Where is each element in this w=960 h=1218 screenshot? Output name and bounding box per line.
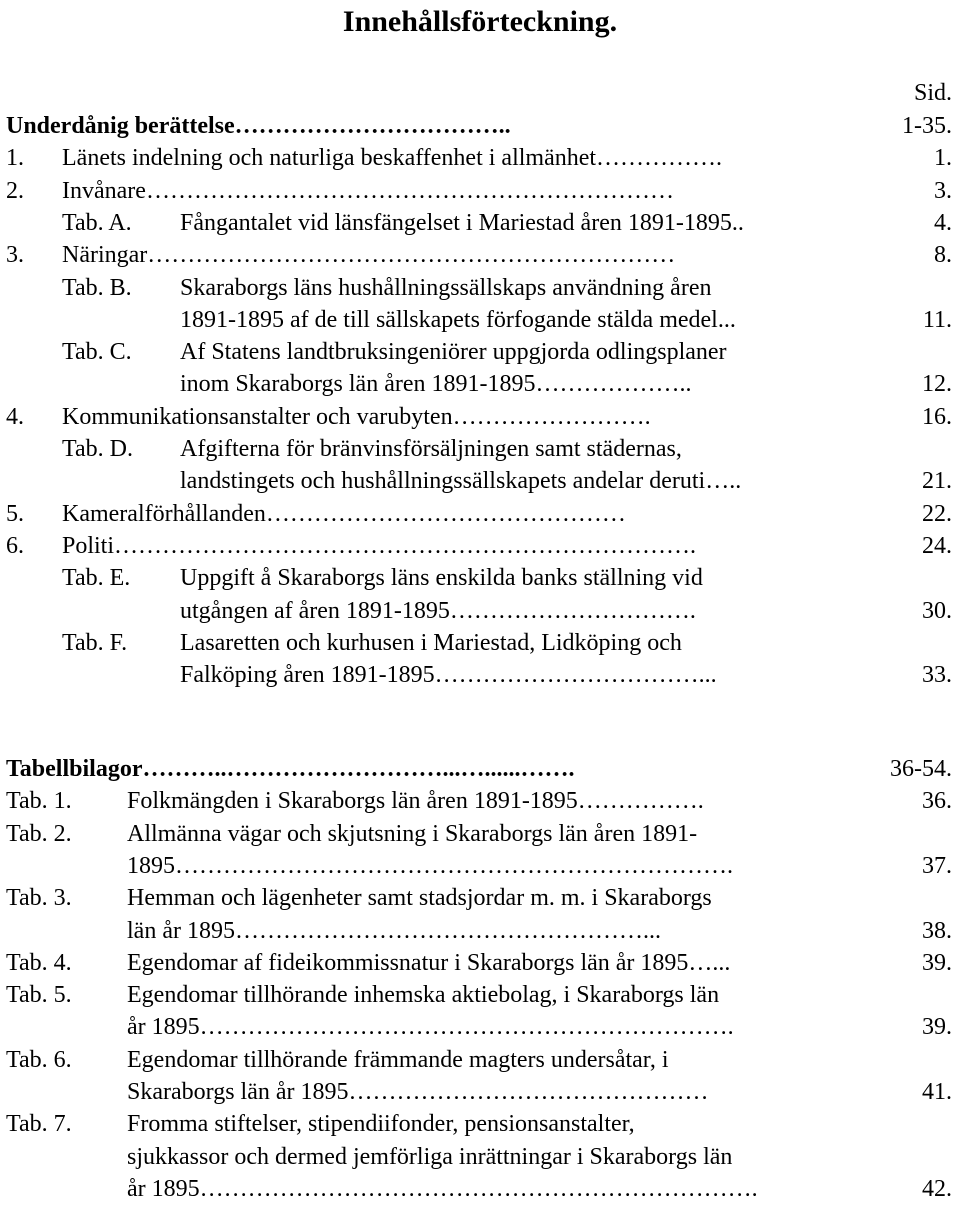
toc-entry: [6, 1172, 956, 1206]
entry-text: Allmänna vägar och skjutsning i Skaraborgs län åren 1891-: [127, 820, 698, 847]
entry-page: 24.: [922, 532, 952, 559]
entry-text: sjukkassor och dermed jemförliga inrättningar i Skaraborgs län: [127, 1143, 733, 1170]
toc-entry: [6, 206, 956, 240]
entry-text: 1895…………………………………………………………….: [127, 852, 733, 879]
sid-header-row: [6, 76, 956, 110]
sid-label: Sid.: [913, 80, 952, 106]
entry-text: Politi……………………………………………………………….: [62, 532, 697, 559]
toc-entry: [6, 367, 956, 401]
toc-entry: [6, 335, 956, 369]
entry-page: 30.: [922, 597, 952, 624]
section-page: 1-35.: [902, 113, 952, 139]
entry-page: 12.: [922, 371, 952, 398]
toc-entry: [6, 784, 956, 818]
entry-text: län år 1895……………………………………………...: [127, 917, 661, 944]
entry-page: 1.: [934, 145, 952, 172]
entry-page: 3.: [934, 177, 952, 204]
toc-entry: [6, 914, 956, 948]
entry-page: 16.: [922, 403, 952, 430]
toc-entry: [6, 464, 956, 498]
toc-entry: [6, 141, 956, 175]
entry-text: Fromma stiftelser, stipendiifonder, pensionsanstalter,: [127, 1111, 635, 1138]
entry-text: 1891-1895 af de till sällskapets förfogande stälda medel...: [180, 306, 736, 333]
entry-text: utgången af åren 1891-1895………………………….: [180, 597, 696, 624]
entry-page: 37.: [922, 852, 952, 879]
toc-entry: [6, 658, 956, 692]
entry-text: Skaraborgs län år 1895………………………………………: [127, 1079, 709, 1105]
section-heading: Underdånig berättelse……………………………..: [6, 113, 511, 139]
entry-label: Tab. 2.: [6, 820, 72, 847]
toc-entry: [6, 1043, 956, 1077]
section-page: 36-54.: [890, 756, 952, 782]
entry-label: Tab. 6.: [6, 1046, 72, 1073]
entry-text: år 1895…………………………………………………………….: [127, 1175, 758, 1202]
entry-text: år 1895………………………………………………………….: [127, 1014, 734, 1041]
toc-entry: [6, 1010, 956, 1044]
entry-label: Tab. A.: [62, 209, 132, 236]
toc-entry: [6, 1075, 956, 1109]
entry-text: Kameralförhållanden………………………………………: [62, 500, 626, 527]
toc-entry: [6, 400, 956, 434]
entry-text: Länets indelning och naturliga beskaffenhet i allmänhet…………….: [62, 145, 723, 172]
entry-label: Tab. C.: [62, 339, 132, 366]
entry-text: Egendomar af fideikommissnatur i Skaraborgs län år 1895…...: [127, 949, 731, 976]
entry-page: 39.: [922, 1014, 952, 1041]
entry-label: Tab. 3.: [6, 885, 72, 912]
toc-entry: [6, 1107, 956, 1141]
toc-entry: [6, 271, 956, 305]
entry-page: 22.: [922, 500, 952, 527]
section-heading-row: [6, 752, 956, 786]
entry-label: Tab. 1.: [6, 788, 72, 815]
toc-entry: [6, 561, 956, 595]
entry-page: 42.: [922, 1175, 952, 1202]
entry-page: 39.: [922, 949, 952, 976]
entry-page: 36.: [922, 788, 952, 815]
section-heading: Tabellbilagor………..………………………...…......…….: [6, 756, 575, 782]
section-heading-row: [6, 109, 956, 143]
toc-entry: [6, 817, 956, 851]
entry-text: inom Skaraborgs län åren 1891-1895………………..: [180, 371, 692, 398]
entry-text: Falköping åren 1891-1895……………………………...: [180, 662, 717, 689]
entry-label: Tab. 4.: [6, 949, 72, 976]
toc-entry: [6, 849, 956, 883]
entry-text: Folkmängden i Skaraborgs län åren 1891-1895…………….: [127, 788, 704, 815]
toc-entry: [6, 946, 956, 980]
entry-label: Tab. 5.: [6, 982, 72, 1009]
entry-page: 11.: [922, 306, 952, 333]
entry-label: Tab. B.: [62, 274, 132, 301]
toc-entry: [6, 594, 956, 628]
toc-entry: [6, 497, 956, 531]
toc-entry: [6, 529, 956, 563]
entry-label: 2.: [6, 177, 24, 204]
entry-label: 6.: [6, 532, 24, 559]
entry-text: Fångantalet vid länsfängelset i Mariestad åren 1891-1895..: [180, 209, 744, 236]
toc-entry: [6, 978, 956, 1012]
entry-text: Af Statens landtbruksingeniörer uppgjorda odlingsplaner: [180, 339, 727, 366]
entry-text: Afgifterna för bränvinsförsäljningen samt städernas,: [180, 436, 682, 462]
entry-text: Näringar…………………………………………………………: [62, 242, 676, 269]
entry-text: landstingets och hushållningssällskapets andelar deruti…..: [180, 468, 742, 495]
entry-label: 4.: [6, 403, 24, 430]
entry-label: 5.: [6, 500, 24, 527]
toc-entry: [6, 303, 956, 337]
toc-entry: [6, 881, 956, 915]
toc-entry: [6, 1140, 956, 1174]
entry-page: 38.: [922, 917, 952, 944]
entry-text: Lasaretten och kurhusen i Mariestad, Lidköping och: [180, 629, 682, 656]
entry-label: 3.: [6, 242, 24, 269]
entry-text: Hemman och lägenheter samt stadsjordar m. m. i Skaraborgs: [127, 885, 712, 912]
entry-page: 33.: [922, 662, 952, 689]
entry-text: Invånare…………………………………………………………: [62, 177, 674, 204]
entry-page: 8.: [934, 242, 952, 269]
toc-entry: [6, 432, 956, 466]
entry-label: Tab. D.: [62, 436, 133, 462]
entry-text: Egendomar tillhörande inhemska aktiebolag, i Skaraborgs län: [127, 982, 720, 1009]
entry-text: Uppgift å Skaraborgs läns enskilda banks ställning vid: [180, 565, 703, 592]
page-title: Innehållsförteckning.: [342, 5, 618, 38]
entry-text: Kommunikationsanstalter och varubyten…………………….: [62, 403, 651, 430]
entry-page: 4.: [934, 209, 952, 236]
entry-text: Egendomar tillhörande främmande magters undersåtar, i: [127, 1046, 669, 1073]
toc-entry: [6, 238, 956, 272]
entry-label: Tab. 7.: [6, 1111, 72, 1138]
entry-page: 21.: [922, 468, 952, 495]
toc-entry: [6, 174, 956, 208]
entry-label: 1.: [6, 145, 24, 172]
toc-entry: [6, 626, 956, 660]
entry-text: Skaraborgs läns hushållningssällskaps användning åren: [180, 274, 712, 301]
entry-label: Tab. F.: [62, 629, 128, 656]
entry-page: 41.: [922, 1079, 952, 1105]
entry-label: Tab. E.: [62, 565, 131, 592]
